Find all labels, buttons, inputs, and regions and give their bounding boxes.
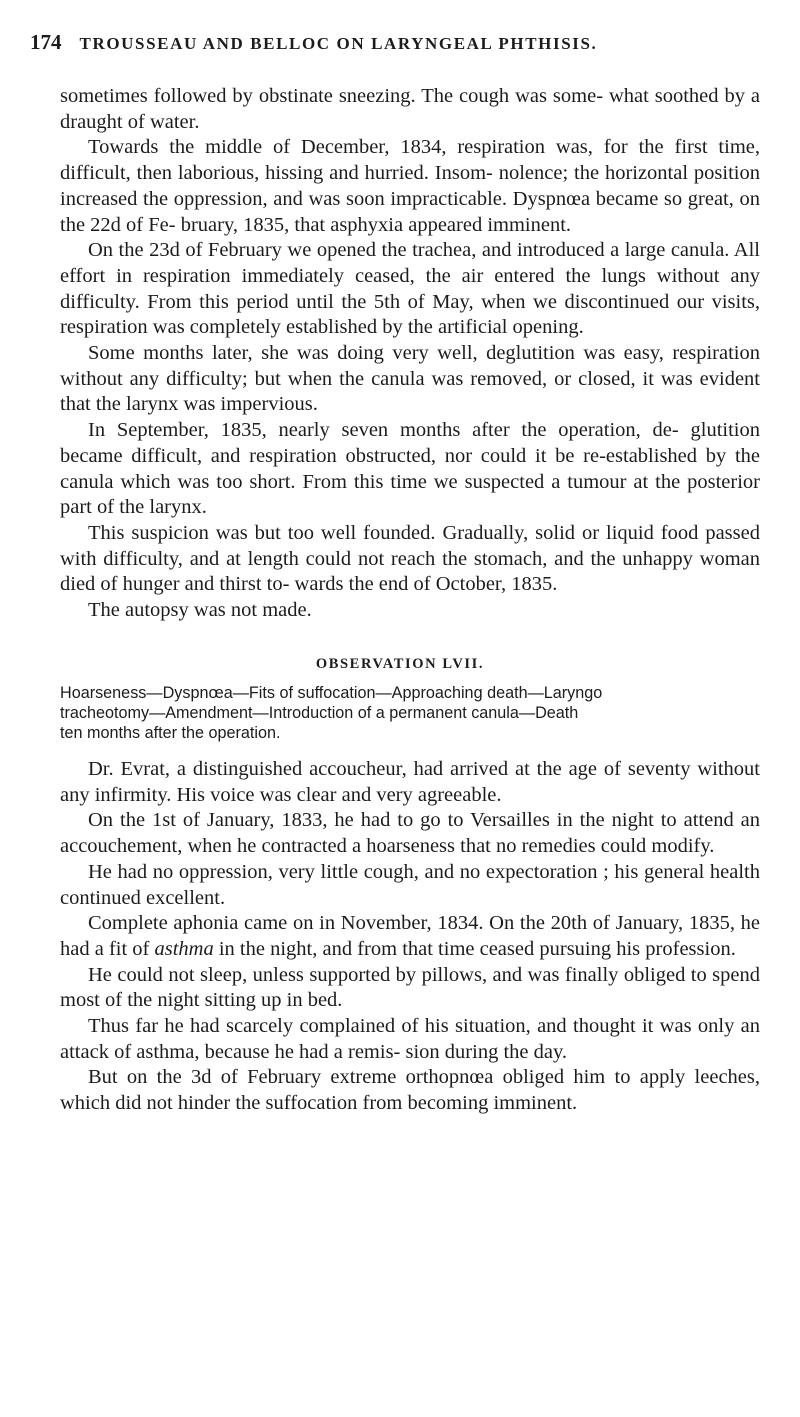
running-head [30,30,770,55]
paragraph: In September, 1835, nearly seven months after the operation, de- glutition became difficult, and respiration obstructed, nor could it be re-established by the canula which was too short. From this time we suspected a tumour at the posterior part of the larynx. [60,419,760,519]
paragraph-text: He had no oppression, very little cough, and no expectoration ; his general health continued excellent. [60,860,760,909]
paragraph [60,1065,760,1116]
observation-body [60,757,760,1117]
running-title: TROUSSEAU AND BELLOC ON LARYNGEAL PHTHISIS. [79,34,598,53]
paragraph-text: in the night, and from that time ceased pursuing his profession. [213,937,736,960]
paragraph: Towards the middle of December, 1834, respiration was, for the first time, difficult, then laborious, hissing and hurried. Insom- nolence; the horizontal position increased the oppression, and was soon impracticable. Dyspnœa became so great, on the 22d of Fe- bruary, 1835, that asphyxia appeared imminent. [60,136,760,236]
paragraph-text: But on the 3d of February extreme orthopnœa obliged him to apply leeches, which did not hinder the suffocation from becoming imminent. [60,1066,760,1115]
paragraph [60,911,760,962]
paragraph-text: Complete aphonia came on in November, 1834. On the 20th of January, 1835, he had a fit of [60,912,760,960]
paragraph [60,860,760,911]
observation-heading: OBSERVATION LVII. [315,656,485,672]
case-conclusion [60,84,760,624]
observation-summary [60,683,762,743]
paragraph [60,757,760,808]
page-number: 174 [30,30,62,54]
paragraph: On the 23d of February we opened the trachea, and introduced a large canula. All effort in respiration immediately ceased, the air entered the lungs without any difficulty. From this period until the 5th of May, when we discontinued our visits, respiration was completely established by the artificial opening. [60,239,760,339]
paragraph: sometimes followed by obstinate sneezing. The cough was some- what soothed by a draught of water. [60,85,760,133]
emphasized-term: asthma [154,937,214,960]
paragraph-text: Dr. Evrat, a distinguished accoucheur, had arrived at the age of seventy without any infirmity. His voice was clear and very agreeable. [60,758,760,806]
paragraph: This suspicion was but too well founded. Gradually, solid or liquid food passed with difficulty, and at length could not reach the stomach, and the unhappy woman died of hunger and thirst to- wards the end of October, 1835. [60,521,760,596]
paragraph [60,1014,760,1065]
paragraph: Some months later, she was doing very well, deglutition was easy, respiration without any difficulty; but when the canula was removed, or closed, it was evident that the larynx was impervious. [60,342,760,416]
paragraph-text: Thus far he had scarcely complained of his situation, and thought it was only an attack of asthma, because he had a remis- sion during the day. [60,1015,760,1063]
paragraph [60,808,760,859]
paragraph-text: On the 1st of January, 1833, he had to go to Versailles in the night to attend an accouchement, when he contracted a hoarseness that no remedies could modify. [60,809,760,858]
paragraph-text: He could not sleep, unless supported by pillows, and was finally obliged to spend most of the night sitting up in bed. [60,963,760,1012]
paragraph [60,963,760,1014]
summary-line: Hoarseness—Dyspnœa—Fits of suffocation—Approaching death—Laryngo [60,684,603,702]
paragraph: The autopsy was not made. [88,599,312,622]
summary-line: ten months after the operation. [60,724,281,742]
summary-line: tracheotomy—Amendment—Introduction of a permanent canula—Death [60,704,579,722]
